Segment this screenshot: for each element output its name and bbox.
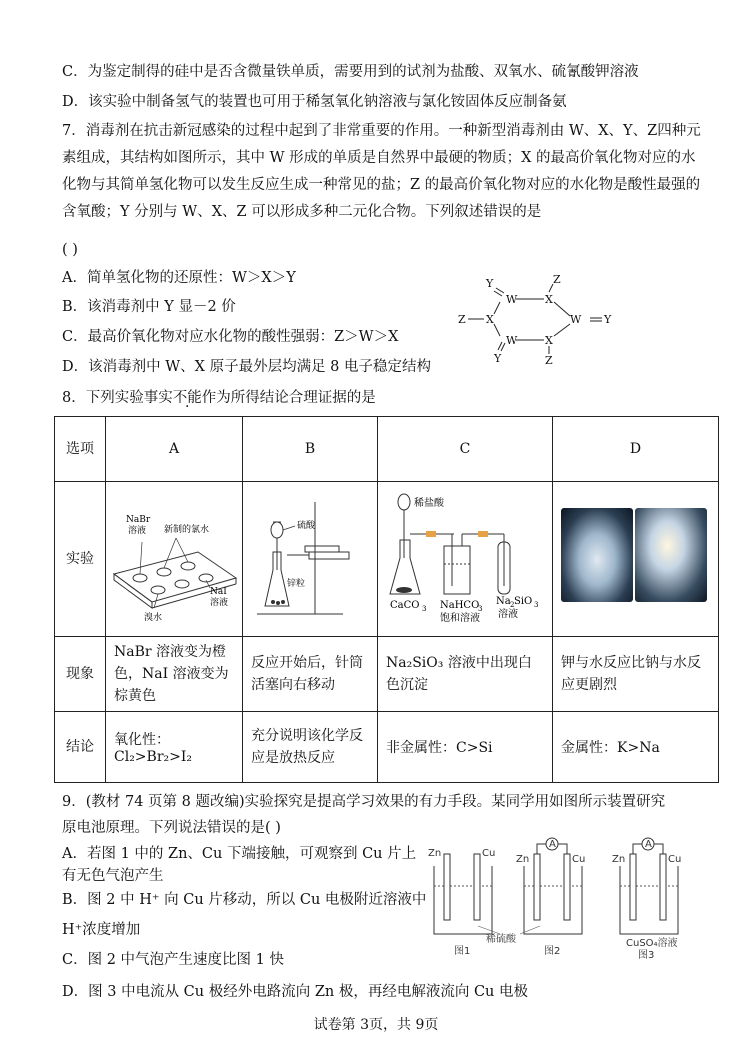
figure1-caption: 图1	[454, 946, 471, 957]
figure2-caption: 图2	[544, 946, 561, 957]
row-label-conclusion: 结论	[55, 712, 106, 783]
conclusion-d: 金属性：K>Na	[553, 712, 719, 783]
svg-text:3: 3	[422, 605, 427, 613]
svg-text:3: 3	[534, 601, 539, 609]
q9-option-a-line2: 有无色气泡产生	[62, 868, 164, 884]
syringe-apparatus-figure	[243, 482, 361, 632]
q9-stem-line2: 原电池原理。下列说法错误的是( )	[62, 820, 281, 836]
q9-galvanic-cells-figure	[420, 839, 710, 961]
header-d: D	[553, 417, 719, 482]
acid-strength-apparatus-figure	[378, 482, 550, 632]
conclusion-a: 氧化性：Cl₂>Br₂>I₂	[106, 712, 243, 783]
atom-z-bottom: Z	[545, 354, 553, 367]
label-nahco3: NaHCO	[440, 600, 480, 611]
q8-stem-post: 作为所得结论合理证据的是	[201, 390, 376, 406]
label-hcl: 稀盐酸	[414, 498, 444, 509]
label-sulfuric-acid: 硫酸	[297, 521, 316, 531]
q8-experiment-table	[54, 416, 719, 783]
label-zinc: 锌粒	[287, 579, 306, 589]
q9-option-c: C．图 2 中气泡产生速度比图 1 快	[62, 952, 284, 968]
label-nai: NaI	[210, 587, 227, 597]
page-footer: 试卷第 3页，共 9页	[313, 1017, 439, 1033]
atom-y-bottom: Y	[494, 352, 502, 365]
svg-text:SiO: SiO	[514, 596, 533, 607]
q8-stem-emphasis: 不能	[172, 390, 202, 406]
label-bromine-water: 溴水	[144, 613, 163, 623]
conclusion-c: 非金属性：C>Si	[378, 712, 553, 783]
atom-w-top: W	[506, 293, 518, 306]
label-saturated: 饱和溶液	[440, 613, 480, 624]
header-b: B	[243, 417, 378, 482]
q9-option-d: D．图 3 中电流从 Cu 极经外电路流向 Zn 极，再经电解液流向 Cu 电极	[62, 984, 529, 1000]
phenomenon-d: 钾与水反应比钠与水反应更剧烈	[553, 637, 719, 712]
table-row-conclusion	[55, 712, 719, 783]
sulfuric-acid-label: 稀硫酸	[486, 934, 516, 945]
label-caco3: CaCO	[390, 600, 420, 611]
header-a: A	[106, 417, 243, 482]
cell1-zn-label: Zn	[428, 848, 442, 859]
label-solution: 溶液	[498, 609, 518, 620]
figure-d-cell	[553, 482, 719, 637]
potassium-water-photo	[561, 508, 633, 602]
row-label-phenomena: 现象	[55, 637, 106, 712]
header-option-label: 选项	[55, 417, 106, 482]
figure-a-cell	[106, 482, 243, 637]
q8-stem-pre: 8．下列实验事实	[62, 390, 173, 406]
q8-stem	[62, 388, 376, 408]
q9-stem-line1: 9．(教材 74 页第 8 题改编)实验探究是提高学习效果的有力手段。某同学用如图所示装置研究	[62, 794, 666, 810]
label-na2sio3: Na	[496, 596, 511, 607]
atom-z-top: Z	[553, 273, 561, 286]
q6-option-d: D．该实验中制备氢气的装置也可用于稀氢氧化钠溶液与氯化铵固体反应制备氨	[62, 94, 567, 110]
q9-option-b-line2: H⁺浓度增加	[62, 922, 141, 938]
figure3-caption: 图3	[638, 950, 655, 961]
row-label-experiment: 实验	[55, 482, 106, 637]
q9-option-b-line1: B．图 2 中 H⁺ 向 Cu 片移动，所以 Cu 电极附近溶液中	[62, 892, 427, 908]
q7-option-c: C．最高价氧化物对应水化物的酸性强弱：Z＞W＞X	[62, 329, 399, 345]
atom-w-right: W	[570, 313, 582, 326]
cell3-ammeter-label: A	[645, 839, 652, 850]
cell3-zn-label: Zn	[612, 854, 626, 865]
phenomenon-a: NaBr 溶液变为橙色，NaI 溶液变为棕黄色	[106, 637, 243, 712]
atom-y-right: Y	[604, 313, 612, 326]
q6-option-c: C．为鉴定制得的硅中是否含微量铁单质，需要用到的试剂为盐酸、双氧水、硫氰酸钾溶液	[62, 64, 639, 80]
q7-option-a: A．简单氢化物的还原性：W＞X＞Y	[62, 270, 296, 286]
spot-plate-figure	[106, 482, 242, 632]
label-nai-sol: 溶液	[210, 598, 229, 608]
cuso4-label: CuSO₄溶液	[626, 938, 678, 949]
cell2-cu-label: Cu	[572, 854, 586, 865]
label-chlorine-water: 新制的氯水	[164, 525, 210, 535]
cell2-zn-label: Zn	[516, 854, 530, 865]
figure-b-cell	[243, 482, 378, 637]
cell3-cu-label: Cu	[668, 854, 682, 865]
header-c: C	[378, 417, 553, 482]
label-nabr-sol: 溶液	[128, 526, 147, 536]
svg-text:2: 2	[510, 601, 515, 609]
cell2-ammeter-label: A	[549, 839, 556, 850]
atom-x-top: X	[545, 293, 553, 306]
atom-y-top: Y	[486, 277, 494, 290]
atom-x-left: X	[486, 313, 494, 326]
q7-paren: ( )	[62, 242, 78, 258]
conclusion-b: 充分说明该化学反应是放热反应	[243, 712, 378, 783]
table-row-experiment	[55, 482, 719, 637]
table-header-row	[55, 417, 719, 482]
atom-w-bottom: W	[506, 334, 518, 347]
atom-z-left: Z	[458, 313, 466, 326]
q7-structure-diagram	[458, 274, 628, 366]
figure-c-cell	[378, 482, 553, 637]
atom-x-bottom: X	[545, 334, 553, 347]
cell1-cu-label: Cu	[482, 848, 496, 859]
label-nabr: NaBr	[126, 515, 151, 525]
q7-option-d: D．该消毒剂中 W、X 原子最外层均满足 8 电子稳定结构	[62, 359, 432, 375]
phenomenon-c: Na₂SiO₃ 溶液中出现白色沉淀	[378, 637, 553, 712]
q9-option-a-line1: A．若图 1 中的 Zn、Cu 下端接触，可观察到 Cu 片上	[62, 846, 417, 862]
phenomenon-b: 反应开始后，针筒活塞向右移动	[243, 637, 378, 712]
svg-text:3: 3	[478, 605, 483, 613]
q7-stem: 7．消毒剂在抗击新冠感染的过程中起到了非常重要的作用。一种新型消毒剂由 W、X、Y、Z四种元素组成，其结构如图所示，其中 W 形成的单质是自然界中最硬的物质；X 的最高价氧化物对应的水化物与其简单氢化物可以发生反应生成一种常见的盐；Z 的最高价氧化物对应的水化物是酸性最强的含氧酸；Y 分别与 W、X、Z 可以形成多种二元化合物。下列叙述错误的是	[62, 123, 701, 220]
q7-option-b: B．该消毒剂中 Y 显－2 价	[62, 299, 236, 315]
sodium-water-photo	[635, 508, 707, 602]
table-row-phenomena	[55, 637, 719, 712]
